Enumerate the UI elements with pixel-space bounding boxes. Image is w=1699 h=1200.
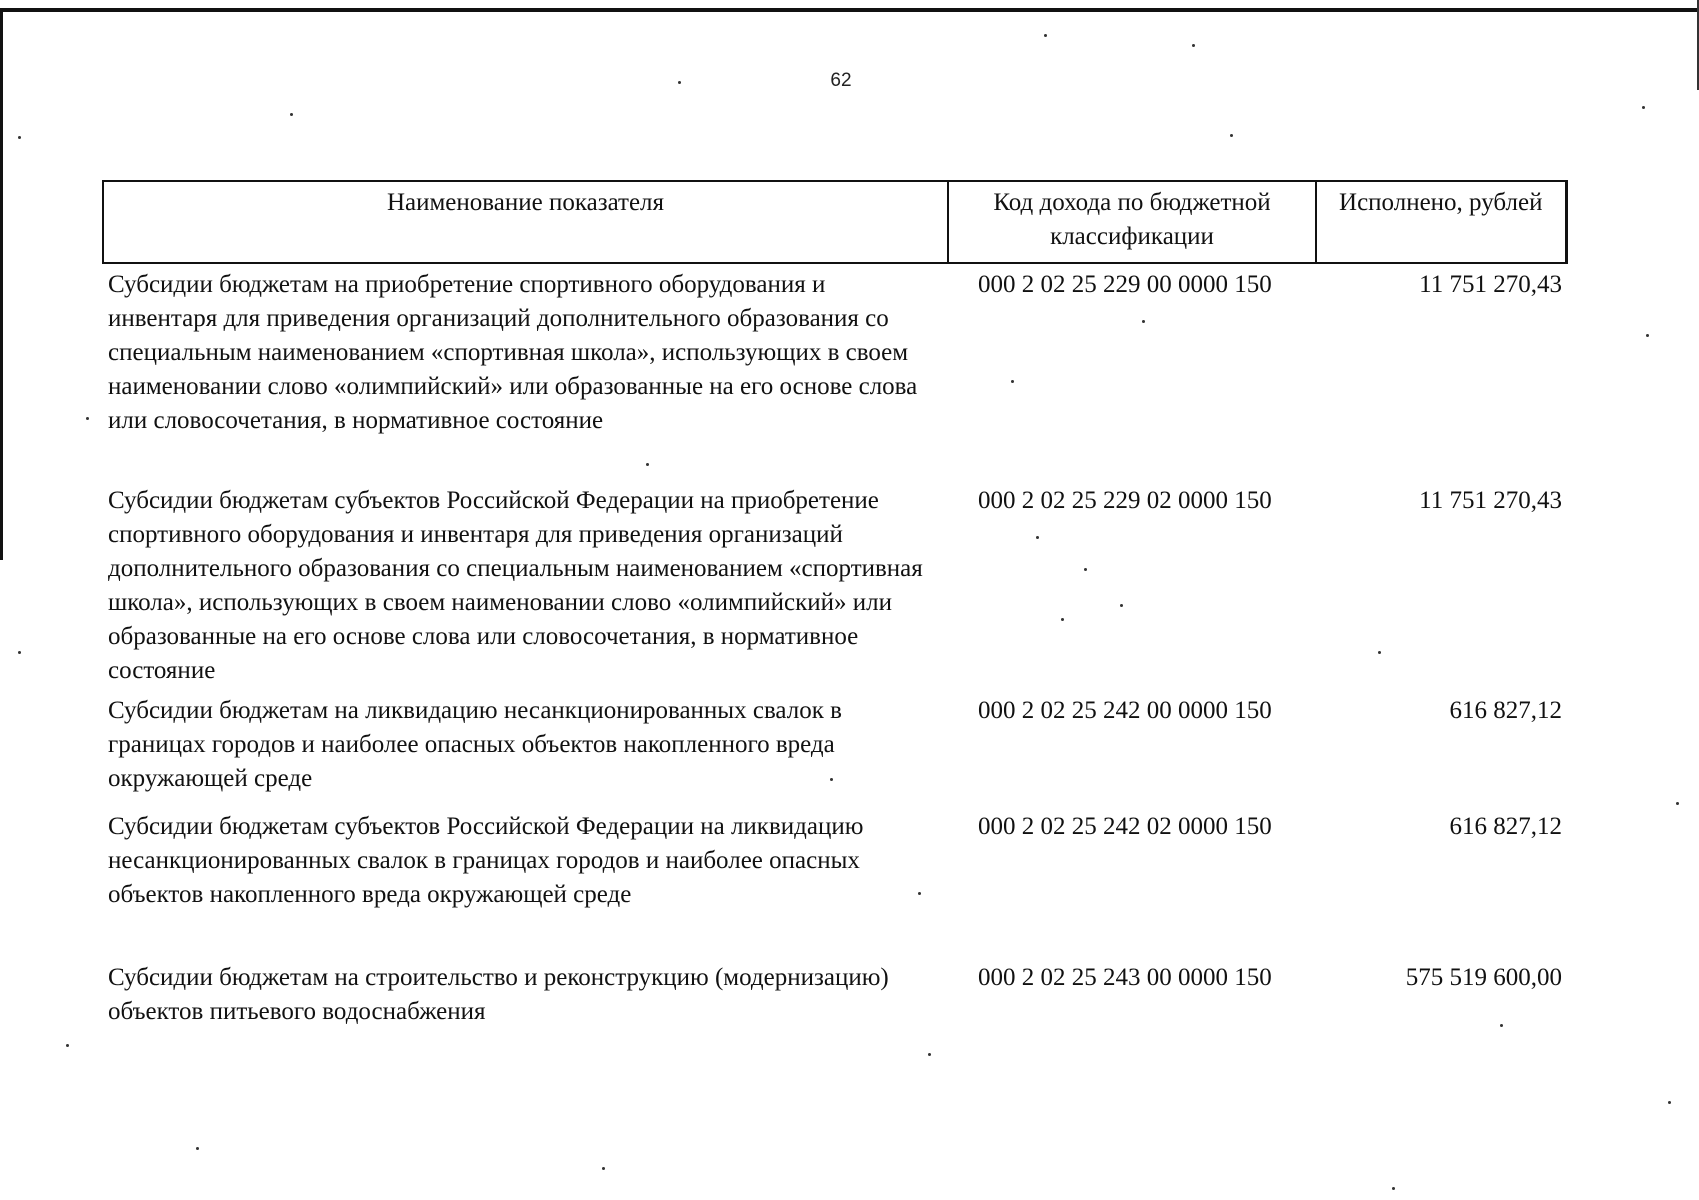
scan-speck — [918, 892, 921, 895]
scan-speck — [1142, 320, 1145, 323]
scan-speck — [1230, 134, 1233, 137]
table-row — [103, 806, 1566, 957]
scan-speck — [290, 113, 293, 116]
income-code-cell: 000 2 02 25 229 02 0000 150 — [978, 487, 1272, 514]
income-code-cell: 000 2 02 25 242 02 0000 150 — [978, 813, 1272, 840]
indicator-name-cell: Субсидии бюджетам субъектов Российской Федерации на ликвидацию несанкционированных свалок в границах городов и наиболее опасных объектов накопленного вреда окружающей среде — [108, 813, 864, 908]
executed-amount-cell: 575 519 600,00 — [1405, 964, 1562, 991]
income-code-cell: 000 2 02 25 242 00 0000 150 — [978, 697, 1272, 724]
scan-speck — [1500, 1024, 1503, 1027]
scan-speck — [1044, 34, 1047, 37]
scan-speck — [18, 651, 21, 654]
scan-speck — [646, 463, 649, 466]
scan-speck — [1084, 568, 1087, 571]
indicator-name-cell: Субсидии бюджетам на строительство и реконструкцию (модернизацию) объектов питьевого водоснабжения — [108, 964, 889, 1025]
scan-speck — [18, 136, 21, 139]
scan-edge-top — [0, 8, 1699, 12]
budget-income-table — [102, 180, 1568, 1041]
scan-speck — [1036, 536, 1039, 539]
scan-speck — [1646, 334, 1649, 337]
header-indicator-name: Наименование показателя — [103, 181, 948, 263]
executed-amount-cell: 11 751 270,43 — [1419, 487, 1562, 514]
scan-speck — [1668, 1101, 1671, 1104]
executed-amount-cell: 11 751 270,43 — [1419, 271, 1562, 298]
scan-edge-left — [0, 8, 3, 560]
scan-speck — [602, 1167, 605, 1170]
header-executed-amount: Исполнено, рублей — [1316, 181, 1566, 263]
scan-speck — [1011, 380, 1014, 383]
table-row — [103, 690, 1566, 806]
scan-speck — [1676, 802, 1679, 805]
executed-amount-cell: 616 827,12 — [1449, 697, 1562, 724]
scan-speck — [86, 417, 89, 420]
scan-speck — [830, 778, 833, 781]
scan-speck — [196, 1147, 199, 1150]
indicator-name-cell: Субсидии бюджетам субъектов Российской Федерации на приобретение спортивного оборудования и инвентаря для приведения организаций дополнительного образования со специальным наименованием «спортивная школа», использующих в своем наименовании слово «олимпийский» или образованные на его основе слова или словосочетания, в нормативное состояние — [108, 487, 923, 684]
income-code-cell: 000 2 02 25 229 00 0000 150 — [978, 271, 1272, 298]
table-header-row — [103, 181, 1566, 263]
table-row — [103, 957, 1566, 1041]
scan-speck — [1120, 604, 1123, 607]
indicator-name-cell: Субсидии бюджетам на приобретение спортивного оборудования и инвентаря для приведения организаций дополнительного образования со специальным наименованием «спортивная школа», использующих в своем наименовании слово «олимпийский» или образованные на его основе слова или словосочетания, в нормативное состояние — [108, 271, 918, 434]
header-income-code: Код дохода по бюджетной классификации — [948, 181, 1316, 263]
table-row — [103, 480, 1566, 690]
scan-speck — [928, 1053, 931, 1056]
income-code-cell: 000 2 02 25 243 00 0000 150 — [978, 964, 1272, 991]
table-row — [103, 263, 1566, 480]
scan-speck — [1378, 651, 1381, 654]
scan-speck — [1061, 618, 1064, 621]
scan-speck — [1642, 106, 1645, 109]
scan-speck — [1392, 1187, 1395, 1190]
scan-speck — [66, 1044, 69, 1047]
scan-speck — [1192, 44, 1195, 47]
executed-amount-cell: 616 827,12 — [1449, 813, 1562, 840]
scan-speck — [678, 81, 681, 84]
page-number: 62 — [830, 70, 852, 91]
indicator-name-cell: Субсидии бюджетам на ликвидацию несанкционированных свалок в границах городов и наиболее опасных объектов накопленного вреда окружающей среде — [108, 697, 842, 792]
